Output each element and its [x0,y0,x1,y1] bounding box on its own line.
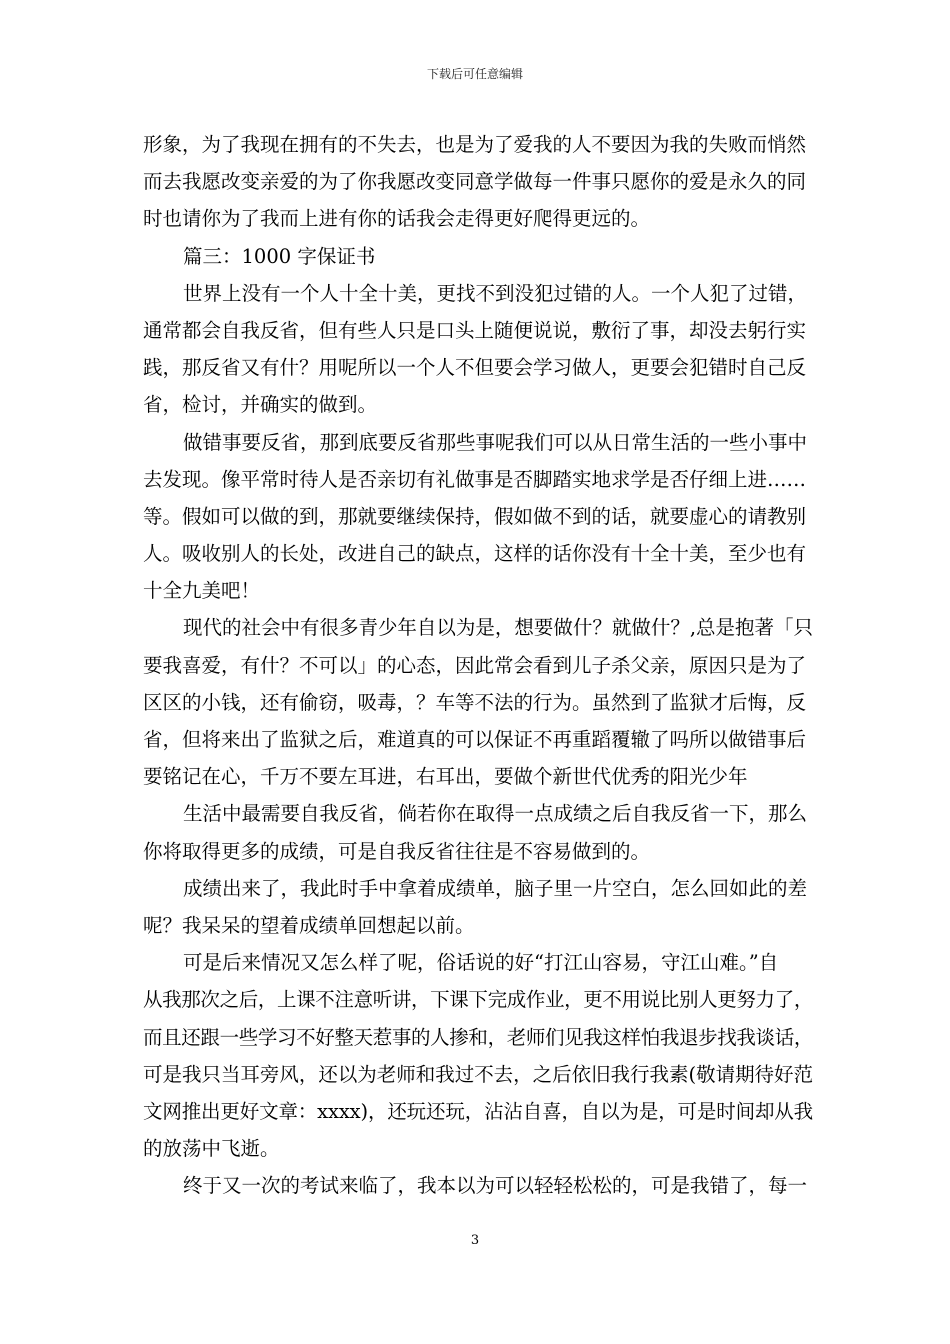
text-line: 人。吸收别人的长处，改进自己的缺点，这样的话你没有十全十美，至少也有 [143,542,807,566]
text-line: 篇三：1000 字保证书 [183,244,376,268]
text-line: 去发现。像平常时待人是否亲切有礼做事是否脚踏实地求学是否仔细上进…… [143,467,807,491]
page-header: 下载后可任意编辑 [426,67,523,81]
text-line: 呢？我呆呆的望着成绩单回想起以前。 [143,913,475,937]
text-line: 时也请你为了我而上进有你的话我会走得更好爬得更远的。 [143,207,651,231]
text-line: 从我那次之后，上课不注意听讲，下课下完成作业，更不用说比别人更努力了， [143,988,813,1012]
text-line: 形象，为了我现在拥有的不失去，也是为了爱我的人不要因为我的失败而悄然 [143,133,807,156]
text-line: 终于又一次的考试来临了，我本以为可以轻轻松松的，可是我错了，每一 [183,1174,808,1198]
text-line: 世界上没有一个人十全十美，更找不到没犯过错的人。一个人犯了过错， [183,281,808,305]
text-line: 省，检讨，并确实的做到。 [143,393,378,417]
text-line: 要铭记在心，千万不要左耳进，右耳出，要做个新世代优秀的阳光少年 [143,765,748,789]
text-line: 而且还跟一些学习不好整天惹事的人掺和，老师们见我这样怕我退步找我谈话， [143,1025,813,1049]
text-line: 可是后来情况又怎么样了呢，俗话说的好“打江山容易，守江山难。”自 [183,951,779,975]
text-line: 你将取得更多的成绩，可是自我反省往往是不容易做到的。 [143,839,651,863]
text-line: 通常都会自我反省，但有些人只是口头上随便说说，敷衍了事，却没去躬行实 [143,318,807,342]
page-number: 3 [470,1233,480,1248]
text-line: 生活中最需要自我反省，倘若你在取得一点成绩之后自我反省一下，那么 [183,802,808,826]
text-line: 十全九美吧！ [143,579,261,603]
text-line: 可是我只当耳旁风，还以为老师和我过不去，之后依旧我行我素(敬请期待好范 [143,1062,813,1086]
text-line: 等。假如可以做的到，那就要继续保持，假如做不到的话，就要虚心的请教别 [143,504,807,528]
text-line: 践，那反省又有什？用呢所以一个人不但要会学习做人，更要会犯错时自己反 [143,356,807,380]
text-line: 而去我愿改变亲爱的为了你我愿改变同意学做每一件事只愿你的爱是永久的同 [143,170,807,194]
document-body [143,126,813,1204]
text-line: 成绩出来了，我此时手中拿着成绩单，脑子里一片空白，怎么回如此的差 [183,876,808,900]
text-line: 要我喜爱，有什？不可以」的心态，因此常会看到儿子杀父亲，原因只是为了 [143,653,807,677]
text-line: 区区的小钱，还有偷窃，吸毒，？车等不法的行为。虽然到了监狱才后悔，反 [143,690,807,714]
text-line: 省，但将来出了监狱之后，难道真的可以保证不再重蹈覆辙了吗所以做错事后 [143,728,807,751]
text-line: 现代的社会中有很多青少年自以为是，想要做什？就做什？,总是抱著「只 [183,616,813,640]
text-line: 做错事要反省，那到底要反省那些事呢我们可以从日常生活的一些小事中 [183,430,808,454]
text-line: 文网推出更好文章：xxxx)，还玩还玩，沾沾自喜，自以为是，可是时间却从我 [143,1099,813,1123]
text-line: 的放荡中飞逝。 [143,1137,280,1161]
